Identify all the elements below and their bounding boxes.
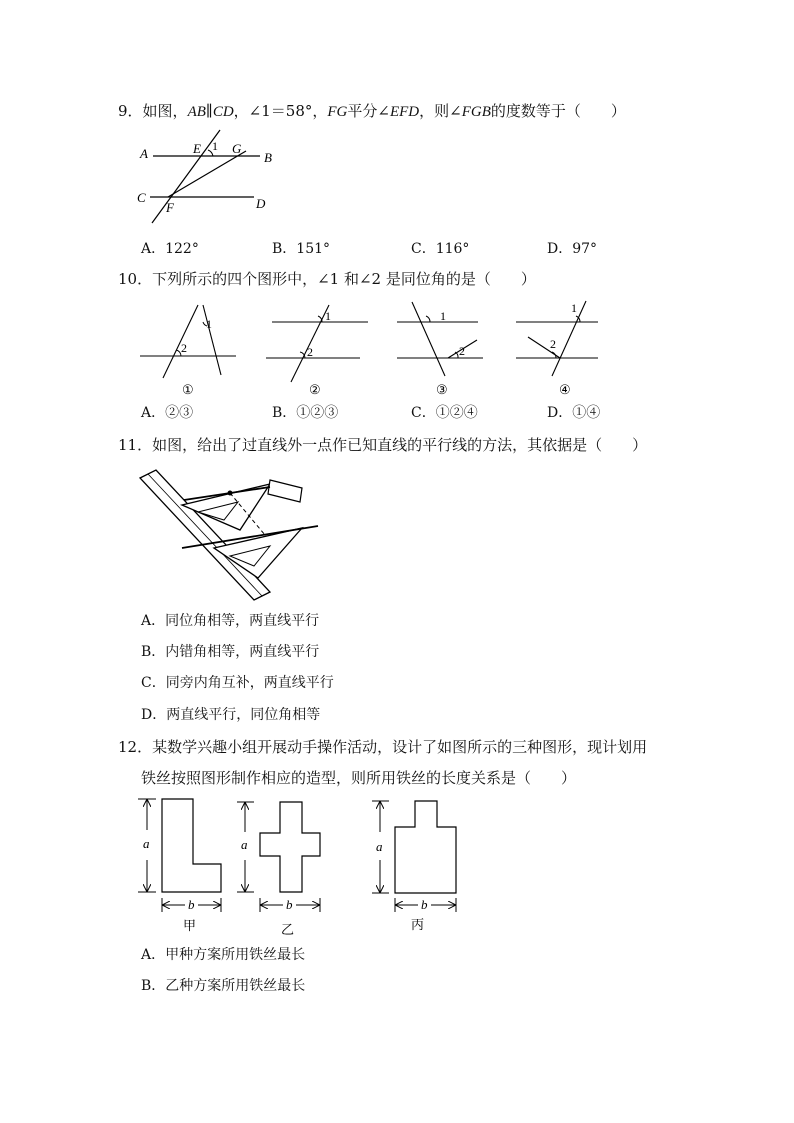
- q10-fig-num-1: ①: [182, 382, 194, 397]
- q9-label-c: C: [137, 190, 146, 205]
- q10-f4-label-2: 2: [550, 337, 556, 351]
- q9-label-1: 1: [212, 139, 218, 153]
- q10-f2-label-2: 2: [307, 345, 313, 359]
- q9-option-a[interactable]: A．122°: [141, 241, 199, 257]
- q12-caption-jia: 甲: [183, 918, 197, 933]
- q12-stem-line2: 铁丝按照图形制作相应的造型，则所用铁丝的长度关系是（ ）: [141, 769, 577, 787]
- q10-option-b[interactable]: B．①②③: [272, 405, 339, 421]
- q9-stem: 9．如图，AB∥CD，∠1＝58°，FG平分∠EFD，则∠FGB的度数等于（ ）: [118, 102, 626, 120]
- q12-option-b[interactable]: B．乙种方案所用铁丝最长: [141, 978, 306, 994]
- q10-fig-num-3: ③: [436, 382, 448, 397]
- q11-option-a[interactable]: A．同位角相等，两直线平行: [141, 613, 320, 629]
- q9-label-a: A: [140, 146, 148, 161]
- q12-option-a[interactable]: A．甲种方案所用铁丝最长: [141, 947, 306, 963]
- q11-option-d[interactable]: D．两直线平行，同位角相等: [141, 707, 321, 723]
- q12-yi-label-a: a: [241, 837, 248, 852]
- q12-caption-yi: 乙: [281, 922, 295, 937]
- q9-option-b[interactable]: B．151°: [272, 241, 331, 257]
- q10-f1-label-1: 1: [206, 317, 212, 331]
- q12-jia-label-a: a: [143, 836, 150, 851]
- q10-option-d[interactable]: D．①④: [547, 405, 601, 421]
- q11-stem: 11．如图，给出了过直线外一点作已知直线的平行线的方法，其依据是（ ）: [118, 436, 648, 454]
- q10-option-c[interactable]: C．①②④: [411, 405, 478, 421]
- q9-label-g: G: [232, 141, 242, 156]
- q10-f2-label-1: 1: [325, 309, 331, 323]
- q9-label-d: D: [256, 196, 266, 211]
- q10-fig-num-2: ②: [309, 382, 321, 397]
- q10-f4-label-1: 1: [571, 301, 577, 315]
- q12-jia-label-b: b: [188, 897, 195, 912]
- q12-bing-label-b: b: [421, 897, 428, 912]
- q12-yi-label-b: b: [286, 897, 293, 912]
- q9-option-d[interactable]: D．97°: [547, 241, 598, 257]
- q10-f1-label-2: 2: [181, 341, 187, 355]
- q9-label-b: B: [264, 150, 272, 165]
- q10-f3-label-1: 1: [440, 309, 446, 323]
- q12-caption-bing: 丙: [411, 917, 425, 932]
- q10-f3-label-2: 2: [459, 344, 465, 358]
- q9-option-c[interactable]: C．116°: [411, 241, 470, 257]
- q10-fig-num-4: ④: [559, 382, 571, 397]
- q9-label-e: E: [193, 141, 201, 156]
- q12-stem-line1: 12．某数学兴趣小组开展动手操作活动，设计了如图所示的三种图形，现计划用: [118, 738, 648, 756]
- q11-option-c[interactable]: C．同旁内角互补，两直线平行: [141, 675, 334, 691]
- q12-bing-label-a: a: [376, 839, 383, 854]
- q10-option-a[interactable]: A．②③: [141, 405, 194, 421]
- q9-label-f: F: [166, 200, 174, 215]
- q10-stem: 10．下列所示的四个图形中，∠1 和∠2 是同位角的是（ ）: [118, 270, 536, 288]
- q11-option-b[interactable]: B．内错角相等，两直线平行: [141, 644, 320, 660]
